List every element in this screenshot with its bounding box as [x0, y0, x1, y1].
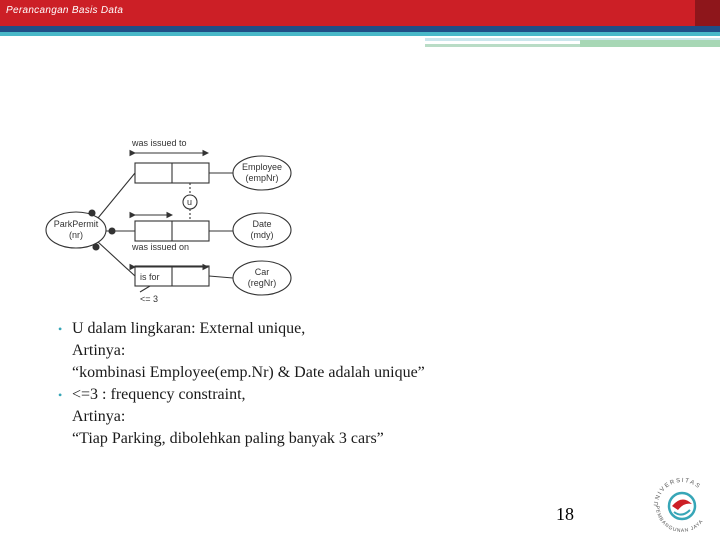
bullet-line: Artinya: [72, 342, 126, 359]
header-stripe-teal [0, 32, 720, 36]
connector-car [209, 276, 233, 278]
header-corner [695, 0, 720, 26]
mandatory-dot-2 [109, 228, 115, 234]
mandatory-dot-3 [93, 244, 99, 250]
logo-emblem-red [672, 499, 692, 510]
header-stripe-green [580, 40, 720, 47]
bullet-line: “Tiap Parking, dibolehkan paling banyak 3 cars” [72, 430, 384, 447]
object-parkpermit-name: ParkPermit [53, 219, 99, 229]
frequency-link [140, 286, 150, 292]
bullet-item [58, 384, 538, 450]
logo-top-text: UNIVERSITAS [653, 477, 702, 507]
object-car-ref: (regNr) [247, 278, 277, 288]
role-label-issued-on: was issued on [132, 242, 190, 252]
object-date-ref: (mdy) [250, 230, 274, 240]
object-employee-name: Employee [241, 162, 283, 172]
bullet-item [58, 318, 538, 384]
object-date-name: Date [252, 219, 272, 229]
object-car-name: Car [254, 267, 270, 277]
page-number: 18 [556, 504, 574, 524]
bullet-line: <=3 : frequency constraint, [72, 386, 246, 403]
orm-diagram [40, 132, 300, 307]
header-bar [0, 0, 695, 26]
connector-parkpermit-is-for [98, 242, 135, 276]
mandatory-dot-1 [89, 210, 95, 216]
bullet-line: “kombinasi Employee(emp.Nr) & Date adalah unique” [72, 364, 425, 381]
object-parkpermit-ref: (nr) [69, 230, 83, 240]
role-label-issued-to: was issued to [132, 138, 187, 148]
external-unique-label: u [187, 197, 193, 207]
object-employee-ref: (empNr) [245, 173, 279, 183]
connector-parkpermit-issued-to [98, 173, 135, 218]
logo-bottom-text: PEMBANGUNAN JAYA [653, 505, 705, 535]
bullet-line: U dalam lingkaran: External unique, [72, 320, 306, 337]
bullet-dot-icon: • [58, 388, 63, 402]
header-stripe-mint [425, 44, 580, 47]
bullet-list [58, 318, 538, 450]
frequency-constraint: <= 3 [140, 294, 159, 304]
bullet-line: Artinya: [72, 408, 126, 425]
bullet-dot-icon: • [58, 322, 63, 336]
header-title: Perancangan Basis Data [6, 5, 124, 16]
university-logo [644, 468, 720, 540]
role-label-is-for: is for [140, 272, 160, 282]
logo-emblem-teal [674, 510, 690, 515]
